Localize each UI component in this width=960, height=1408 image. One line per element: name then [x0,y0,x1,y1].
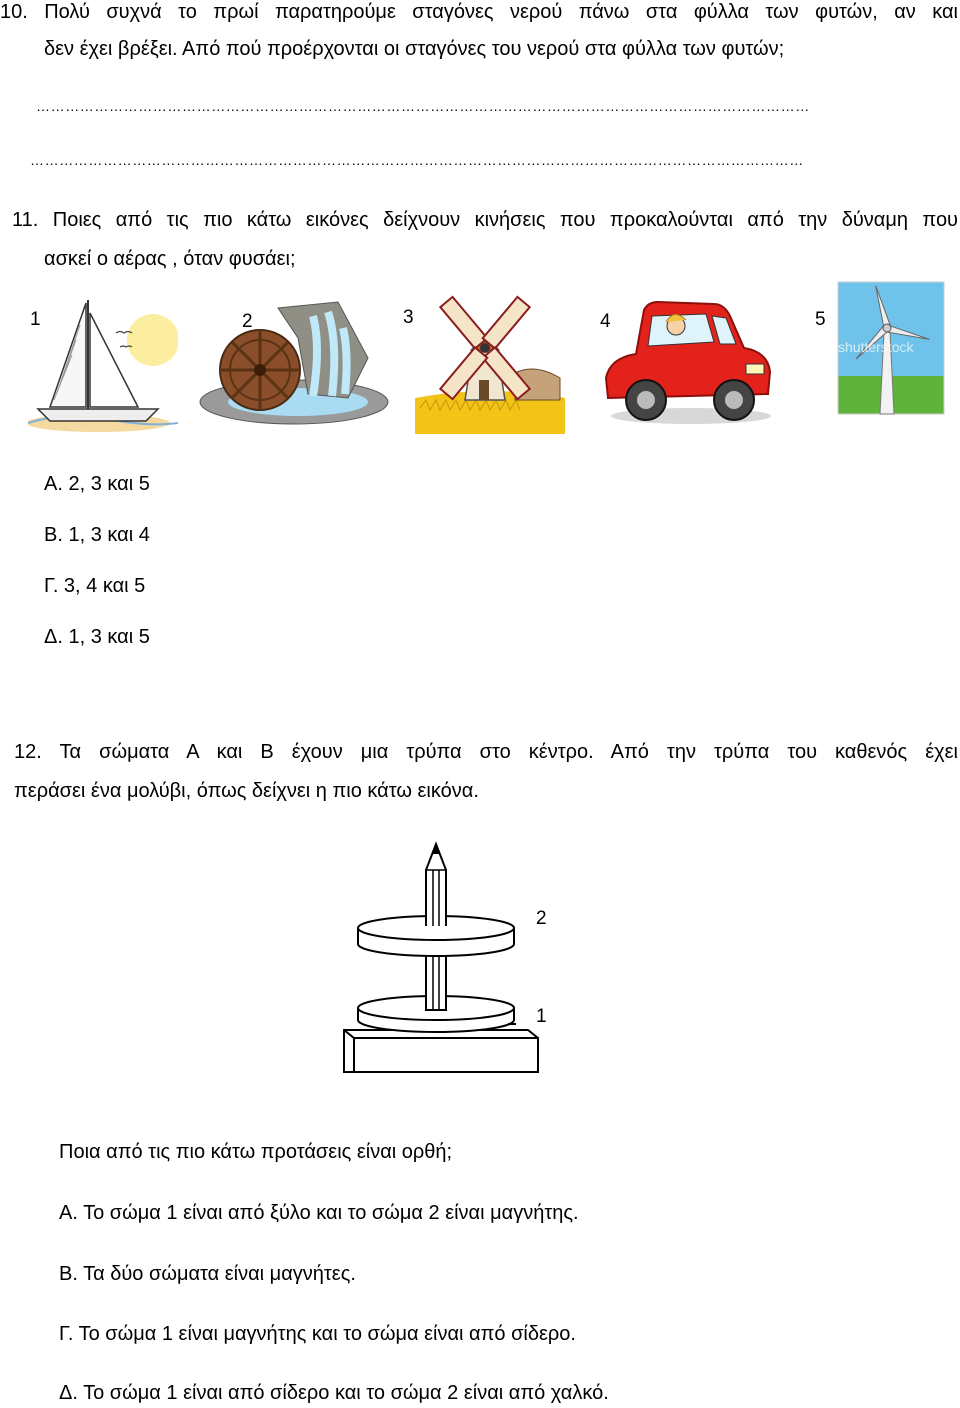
sailboat-icon [28,295,178,440]
water-wheel-icon [198,298,390,426]
answer-line-2[interactable]: …………………………………………………………………………………………………………………………………………… [30,152,804,168]
q11-line1: 11. Ποιες από τις πιο κάτω εικόνες δείχνουν κινήσεις που προκαλούνται από την δύναμη που [12,209,958,231]
q12-option-c[interactable]: Γ. Το σώμα 1 είναι μαγνήτης και το σώμα είναι από σίδερο. [59,1323,576,1345]
answer-line-1[interactable]: …………………………………………………………………………………………………………………………………………… [36,98,810,114]
q10-line1: 10. Πολύ συχνά το πρωί παρατηρούμε σταγόνες νερού πάνω στα φύλλα των φυτών, αν και [0,1,958,23]
q12-option-d[interactable]: Δ. Το σώμα 1 είναι από σίδερο και το σώμα 2 είναι από χαλκό. [59,1382,609,1404]
car-icon [596,298,774,428]
q12-line2: περάσει ένα μολύβι, όπως δείχνει η πιο κάτω εικόνα. [14,780,479,802]
image-label-1: 1 [30,309,41,330]
body-label-2: 2 [536,908,547,929]
q10-line2: δεν έχει βρέξει. Από πού προέρχονται οι σταγόνες του νερού στα φύλλα των φυτών; [44,38,785,60]
image-label-3: 3 [403,307,414,328]
watermark-text: shutterstock [838,339,914,355]
q11-option-c[interactable]: Γ. 3, 4 και 5 [44,575,146,597]
q12-option-b[interactable]: Β. Τα δύο σώματα είναι μαγνήτες. [59,1263,356,1285]
q11-line2: ασκεί ο αέρας , όταν φυσάει; [44,248,296,270]
pencil-magnets-figure [340,840,540,1076]
q11-option-a[interactable]: Α. 2, 3 και 5 [44,473,150,495]
image-label-4: 4 [600,311,611,332]
wind-turbine-icon [836,280,948,425]
q12-question: Ποια από τις πιο κάτω προτάσεις είναι ορθή; [59,1141,453,1163]
image-label-5: 5 [815,309,826,330]
q12-line1: 12. Τα σώματα Α και Β έχουν μια τρύπα στο κέντρο. Από την τρύπα του καθενός έχει [14,741,958,763]
image-label-2: 2 [242,311,253,332]
windmill-icon [415,288,565,434]
q11-option-d[interactable]: Δ. 1, 3 και 5 [44,626,150,648]
q12-option-a[interactable]: Α. Το σώμα 1 είναι από ξύλο και το σώμα 2 είναι μαγνήτης. [59,1202,579,1224]
body-label-1: 1 [536,1006,547,1027]
q11-option-b[interactable]: Β. 1, 3 και 4 [44,524,150,546]
